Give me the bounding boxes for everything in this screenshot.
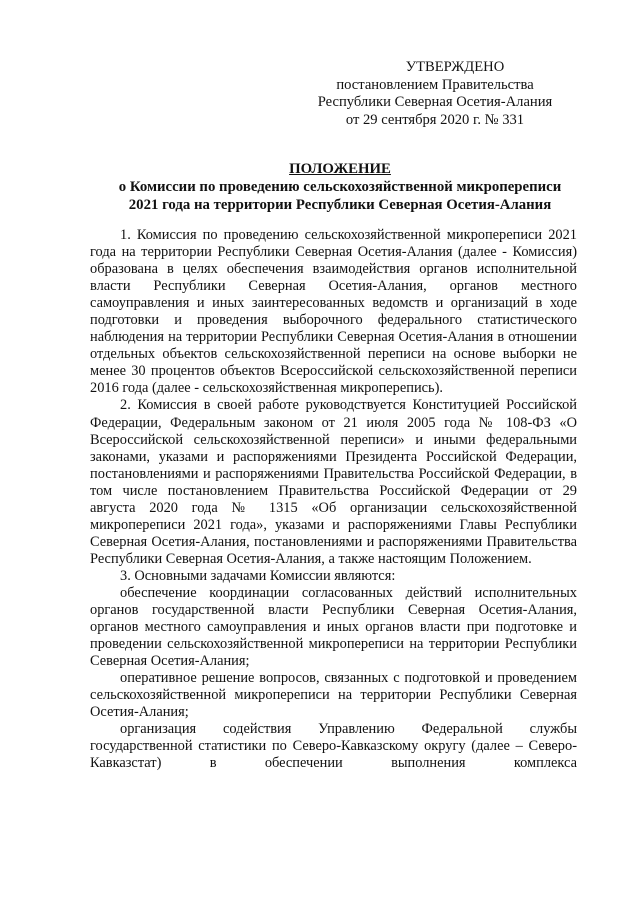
document-title: ПОЛОЖЕНИЕ: [289, 161, 391, 177]
approval-line-1: постановлением Правительства: [336, 76, 534, 93]
paragraph-2: 2. Комиссия в своей работе руководствуется Конституцией Российской Федерации, Федеральным законом от 21 июля 2005 года № 108-ФЗ «О Всероссийской сельскохозяйственной переписи» и иными федеральными законами, указами и распоряжениями Президента Российской Федерации, постановлениями и распоряжениями Правительства Российской Федерации, в том числе постановлением Правительства Российской Федерации от 29 августа 2020 года № 1315 «Об организации сельскохозяйственной микропереписи 2021 года», указами и распоряжениями Главы Республики Северная Осетия-Алания, постановлениями и распоряжениями Правительства Республики Северная Осетия-Алания, а также настоящим Положением.: [90, 397, 577, 567]
document-subtitle-2: 2021 года на территории Республики Северная Осетия-Алания: [128, 197, 552, 213]
task-item-1: обеспечение координации согласованных действий исполнительных органов государственной власти Республики Северная Осетия-Алания, органов местного самоуправления и иных органов власти при подготовке и проведении сельскохозяйственной микропереписи на территории Республики Северная Осетия-Алания;: [90, 584, 577, 670]
paragraph-3: 3. Основными задачами Комиссии являются:: [120, 567, 396, 584]
document-body: [90, 227, 577, 773]
document-heading: [60, 160, 620, 214]
approval-stamp: [300, 59, 570, 129]
approval-line-2: Республики Северная Осетия-Алания: [317, 94, 553, 110]
document-subtitle-1: о Комиссии по проведению сельскохозяйственной микропереписи: [118, 179, 562, 195]
paragraph-1: 1. Комиссия по проведению сельскохозяйственной микропереписи 2021 года на территории Республики Северная Осетия-Алания (далее - Комиссия) образована в целях обеспечения взаимодействия органов исполнительной власти Республики Северная Осетия-Алания, органов местного самоуправления и иных заинтересованных ведомств и организаций в ходе подготовки и проведения выборочного федерального статистического наблюдения на территории Республики Северная Осетия-Алания в отношении отдельных объектов сельскохозяйственной переписи на основе выборки не менее 30 процентов объектов Всероссийской сельскохозяйственной переписи 2016 года (далее - сельскохозяйственная микроперепись).: [90, 227, 577, 397]
approval-line-3: от 29 сентября 2020 г. № 331: [345, 111, 525, 128]
approval-title: УТВЕРЖДЕНО: [405, 59, 505, 75]
task-item-2: оперативное решение вопросов, связанных с подготовкой и проведением сельскохозяйственной микропереписи на территории Республики Северная Осетия-Алания;: [90, 670, 577, 721]
task-item-3: организация содействия Управлению Федеральной службы государственной статистики по Северо-Кавказскому округу (далее – Северо-Кавказстат) в обеспечении выполнения комплекса: [90, 721, 577, 772]
